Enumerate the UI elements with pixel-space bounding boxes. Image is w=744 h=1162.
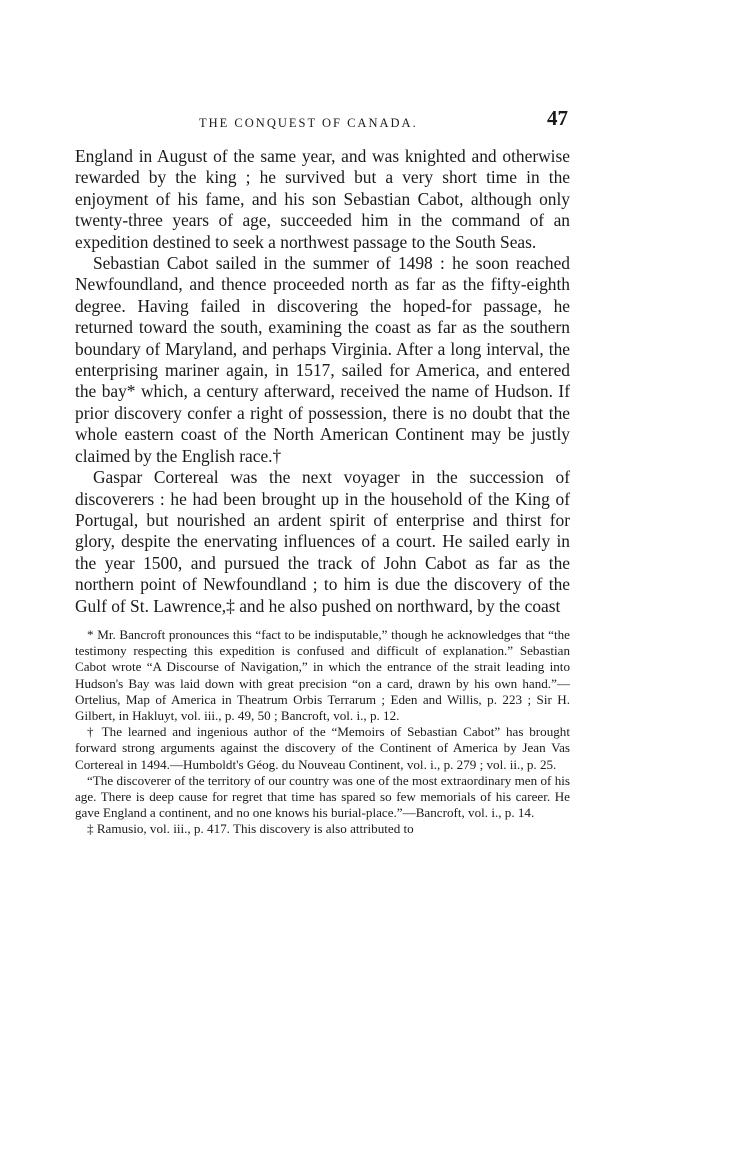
paragraph: Gaspar Cortereal was the next voyager in the succession of discoverers : he had been brought up in the household of the King of Portugal, but nourished an ardent spirit of enterprise and thirst for glory, despite the enervating influences of a court. He sailed early in the year 1500, and pursued the track of John Cabot as far as the northern point of Newfoundland ; to him is due the discovery of the Gulf of St. Lawrence,‡ and he also pushed on northward, by the coast <box>75 467 570 616</box>
book-page <box>75 100 570 838</box>
running-title: THE CONQUEST OF CANADA. <box>199 116 418 130</box>
body-text <box>75 146 570 617</box>
page-number: 47 <box>547 106 568 130</box>
footnote: “The discoverer of the territory of our country was one of the most extraordinary men of his age. There is deep cause for regret that time has spared so few memorials of his career. He gave England a continent, and no one knows his burial-place.”—Bancroft, vol. i., p. 14. <box>75 772 570 821</box>
page-header <box>75 100 570 136</box>
paragraph: England in August of the same year, and was knighted and otherwise rewarded by the king ; he survived but a very short time in the enjoyment of his fame, and his son Sebastian Cabot, although only twenty-three years of age, succeeded him in the command of an expedition destined to seek a northwest passage to the South Seas. <box>75 146 570 252</box>
footnote: ‡ Ramusio, vol. iii., p. 417. This discovery is also attributed to <box>87 821 414 837</box>
footnote: * Mr. Bancroft pronounces this “fact to be indisputable,” though he acknowledges that “the testimony respecting this expedition is confused and difficult of explanation.” Sebastian Cabot wrote “A Discourse of Navigation,” in which the entrance of the strait leading into Hudson's Bay was laid down with great precision “on a card, drawn by his own hand.”—Ortelius, Map of America in Theatrum Orbis Terrarum ; Eden and Willis, p. 223 ; Sir H. Gilbert, in Hakluyt, vol. iii., p. 49, 50 ; Bancroft, vol. i., p. 12. <box>75 626 570 723</box>
footnote: † The learned and ingenious author of the “Memoirs of Sebastian Cabot” has brought forward strong arguments against the discovery of the Continent of America by Jean Vas Cortereal in 1494.—Humboldt's Géog. du Nouveau Continent, vol. i., p. 279 ; vol. ii., p. 25. <box>75 724 570 772</box>
footnotes <box>75 627 570 838</box>
paragraph: Sebastian Cabot sailed in the summer of 1498 : he soon reached Newfoundland, and thence proceeded north as far as the fifty-eighth degree. Having failed in discovering the hoped-for passage, he returned toward the south, examining the coast as far as the southern boundary of Maryland, and perhaps Virginia. After a long interval, the enterprising mariner again, in 1517, sailed for America, and entered the bay* which, a century afterward, received the name of Hudson. If prior discovery confer a right of possession, there is no doubt that the whole eastern coast of the North American Continent may be justly claimed by the English race.† <box>75 253 570 466</box>
